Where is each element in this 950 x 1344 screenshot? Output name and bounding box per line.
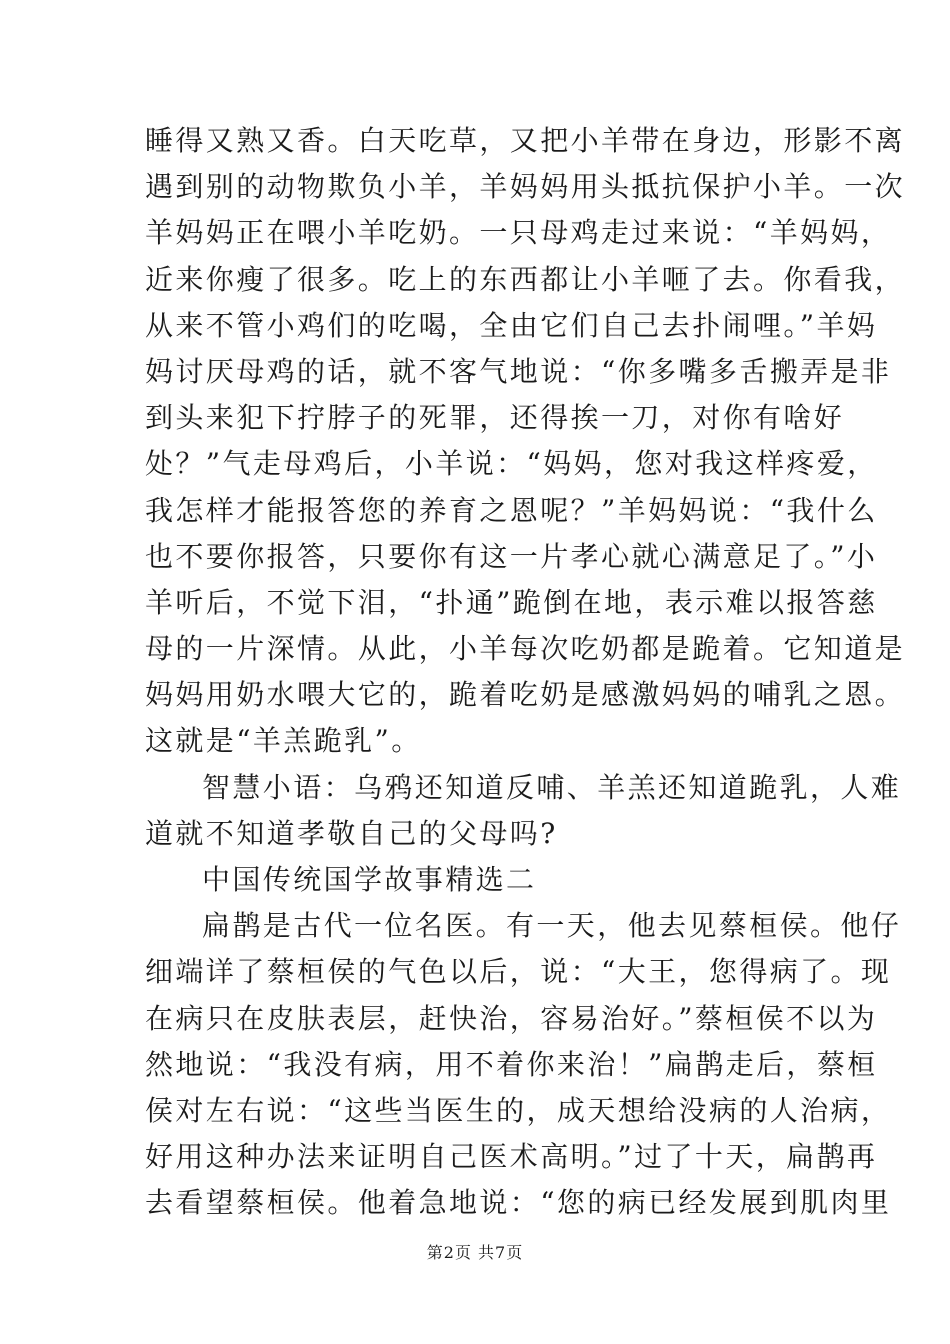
- text-line: 扁鹊是古代一位名医。有一天，他去见蔡桓侯。他仔: [202, 909, 902, 943]
- wisdom-note-line: 智慧小语：乌鸦还知道反哺、羊羔还知道跪乳，人难: [202, 770, 902, 804]
- wisdom-note-line: 道就不知道孝敬自己的父母吗?: [145, 816, 558, 850]
- text-line: 妈讨厌母鸡的话，就不客气地说：“你多嘴多舌搬弄是非: [145, 354, 892, 388]
- text-line: 我怎样才能报答您的养育之恩呢？”羊妈妈说：“我什么: [145, 493, 878, 527]
- text-line: 这就是“羊羔跪乳”。: [145, 724, 422, 758]
- text-line: 从来不管小鸡们的吃喝，全由它们自己去扑闹哩。”羊妈: [145, 308, 878, 342]
- body-text: [145, 118, 906, 1227]
- text-line: 妈妈用奶水喂大它的，跪着吃奶是感激妈妈的哺乳之恩。: [145, 678, 906, 712]
- page-number: 第2页 共7页: [426, 1243, 524, 1262]
- text-line: 近来你瘦了很多。吃上的东西都让小羊咂了去。你看我，: [145, 262, 906, 296]
- text-line: 去看望蔡桓侯。他着急地说：“您的病已经发展到肌肉里: [145, 1186, 892, 1220]
- text-line: 羊妈妈正在喂小羊吃奶。一只母鸡走过来说：“羊妈妈，: [145, 216, 892, 250]
- text-line: 好用这种办法来证明自己医术高明。”过了十天，扁鹊再: [145, 1140, 878, 1174]
- text-line: 处？”气走母鸡后，小羊说：“妈妈，您对我这样疼爱，: [145, 447, 878, 481]
- section-heading: 中国传统国学故事精选二: [202, 863, 537, 896]
- page-footer: [0, 1240, 950, 1263]
- text-line: 在病只在皮肤表层，赶快治，容易治好。”蔡桓侯不以为: [145, 1001, 878, 1035]
- text-line: 睡得又熟又香。白天吃草，又把小羊带在身边，形影不离: [145, 124, 906, 157]
- text-line: 细端详了蔡桓侯的气色以后，说：“大王，您得病了。现: [145, 955, 892, 989]
- text-line: 羊听后，不觉下泪，“扑通”跪倒在地，表示难以报答慈: [145, 585, 878, 619]
- text-line: 侯对左右说：“这些当医生的，成天想给没病的人治病，: [145, 1093, 892, 1127]
- text-line: 到头来犯下拧脖子的死罪，还得挨一刀，对你有啥好: [145, 401, 845, 435]
- text-line: 母的一片深情。从此，小羊每次吃奶都是跪着。它知道是: [145, 632, 906, 666]
- text-line: 遇到别的动物欺负小羊，羊妈妈用头抵抗保护小羊。一次: [145, 170, 906, 204]
- text-line: 然地说：“我没有病，用不着你来治！”扁鹊走后，蔡桓: [145, 1047, 878, 1081]
- text-line: 也不要你报答，只要你有这一片孝心就心满意足了。”小: [145, 539, 878, 573]
